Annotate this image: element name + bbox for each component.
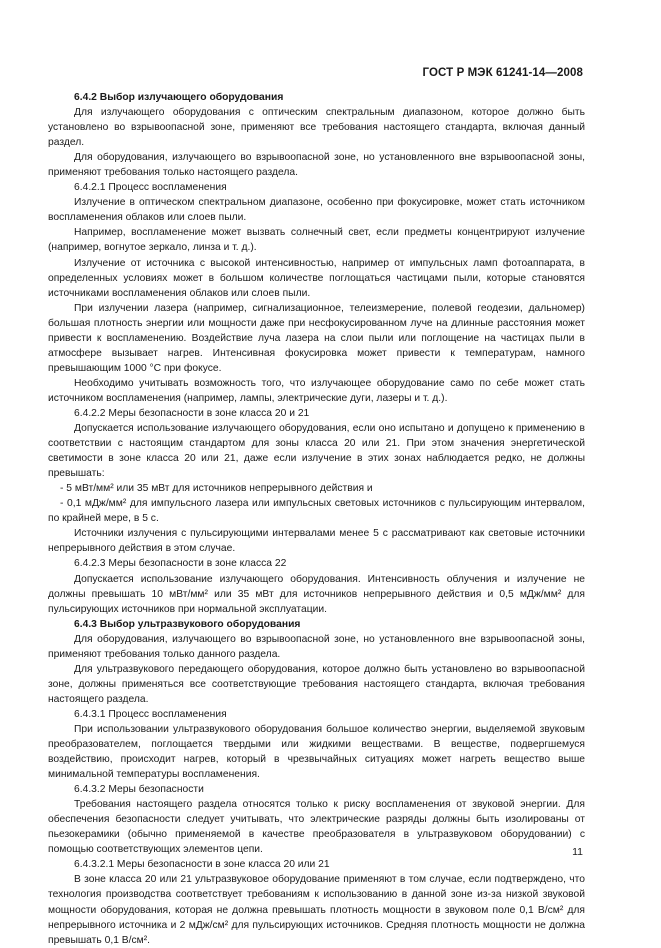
page-number: 11 — [572, 846, 583, 858]
paragraph: Источники излучения с пульсирующими интервалами менее 5 с рассматривают как световые источники непрерывного действия в этом случае. — [48, 528, 585, 555]
paragraph: Для оборудования, излучающего во взрывоопасной зоне, но установленного вне взрывоопасной зоны, применяют требования только данного раздела. — [48, 633, 585, 660]
subsection-heading: 6.4.2.2 Меры безопасности в зоне класса 20 и 21 — [74, 407, 310, 419]
paragraph: Для оборудования, излучающего во взрывоопасной зоне, но установленного вне взрывоопасной зоны, применяют требования только настоящего раздела. — [48, 152, 585, 179]
paragraph: Излучение в оптическом спектральном диапазоне, особенно при фокусировке, может стать источником воспламенения облаков или слоев пыли. — [48, 197, 585, 224]
section-heading: 6.4.3 Выбор ультразвукового оборудования — [74, 618, 301, 630]
paragraph: Излучение от источника с высокой интенсивностью, например от импульсных ламп фотоаппарата, в определенных условиях может в большом количестве поглощаться частицами пыли, которые становятся источниками воспламенения облаков или слоев пыли. — [48, 257, 585, 299]
subsection-heading: 6.4.3.2.1 Меры безопасности в зоне класса 20 или 21 — [74, 859, 330, 871]
paragraph: Требования настоящего раздела относятся только к риску воспламенения от звуковой энергии. Для обеспечения безопасности следует учитывать, что электрические разряды должны быть изолированы от пьезокерамики (обычно применяемой в качестве преобразователя в ультразвуковом оборудовании) с помощью соответствующих элементов цепи. — [48, 799, 585, 856]
paragraph: Для ультразвукового передающего оборудования, которое должно быть установлено во взрывоопасной зоне, должны применяться все соответствующие требования настоящего стандарта, включая требования настоящего раздела. — [48, 663, 585, 705]
paragraph: Необходимо учитывать возможность того, что излучающее оборудование само по себе может стать источником воспламенения (например, лампы, электрические дуги, лазеры и т. д.). — [48, 377, 585, 404]
paragraph: В зоне класса 20 или 21 ультразвуковое оборудование применяют в том случае, если подтверждено, что технология производства соответствует требованиям к использованию в данной зоне из-за низкой звуковой мощности оборудования, которая не должна превышать плотность мощности в звуковом поле 0,1 В/см² для непрерывного источника и 2 мДж/см² для пульсирующих источников. Средняя плотность мощности не должна превышать 0,1 В/см². — [48, 874, 585, 946]
list-item: - 0,1 мДж/мм² для импульсного лазера или импульсных световых источников с пульсирующим интервалом, по крайней мере, в 5 с. — [48, 498, 585, 525]
subsection-heading: 6.4.2.1 Процесс воспламенения — [74, 182, 227, 194]
paragraph: При излучении лазера (например, сигнализационное, телеизмерение, полевой геодезии, дальномер) большая плотность энергии или мощности даже при несфокусированном луче на длинные расстояния может привести к воспламенению. Воздействие луча лазера на слои пыли или поглощение на частицах пыли в атмосфере вызывает нагрев. Интенсивная фокусировка может привести к температурам, намного превышающим 1000 °С при фокусе. — [48, 302, 585, 374]
paragraph: Допускается использование излучающего оборудования. Интенсивность облучения и излучение не должны превышать 10 мВт/мм² или 35 мВт для источников непрерывного действия и 0,5 мДж/мм² для пульсирующих источников при нормальной эксплуатации. — [48, 573, 585, 615]
section-heading: 6.4.2 Выбор излучающего оборудования — [74, 92, 284, 103]
subsection-heading: 6.4.3.1 Процесс воспламенения — [74, 708, 227, 720]
list-item: - 5 мВт/мм² или 35 мВт для источников непрерывного действия и — [60, 483, 373, 495]
paragraph: Допускается использование излучающего оборудования, если оно испытано и допущено к применению в соответствии с настоящим стандартом для зоны класса 20 или 21. При этом значения энергетической светимости в зоне класса 20 или 21, даже если излучение в этих зонах наблюдается редко, не должны превышать: — [48, 423, 585, 480]
paragraph: Для излучающего оборудования с оптическим спектральным диапазоном, которое должно быть установлено во взрывоопасной зоне, применяют все требования настоящего стандарта, включая данный раздел. — [48, 107, 585, 149]
subsection-heading: 6.4.3.2 Меры безопасности — [74, 784, 204, 796]
document-body — [48, 90, 585, 948]
paragraph: При использовании ультразвукового оборудования большое количество энергии, выделяемой звуковым преобразователем, поглощается твердыми или жидкими веществами. В веществе, подвергшемуся воздействию, происходит нагрев, который в чрезвычайных ситуациях может нагреть вещество выше минимальной температуры воспламенения. — [48, 723, 585, 781]
subsection-heading: 6.4.2.3 Меры безопасности в зоне класса 22 — [74, 558, 287, 570]
paragraph: Например, воспламенение может вызвать солнечный свет, если предметы концентрируют излучение (например, вогнутое зеркало, линза и т. д.). — [48, 227, 585, 254]
document-header: ГОСТ Р МЭК 61241-14—2008 — [422, 67, 583, 79]
